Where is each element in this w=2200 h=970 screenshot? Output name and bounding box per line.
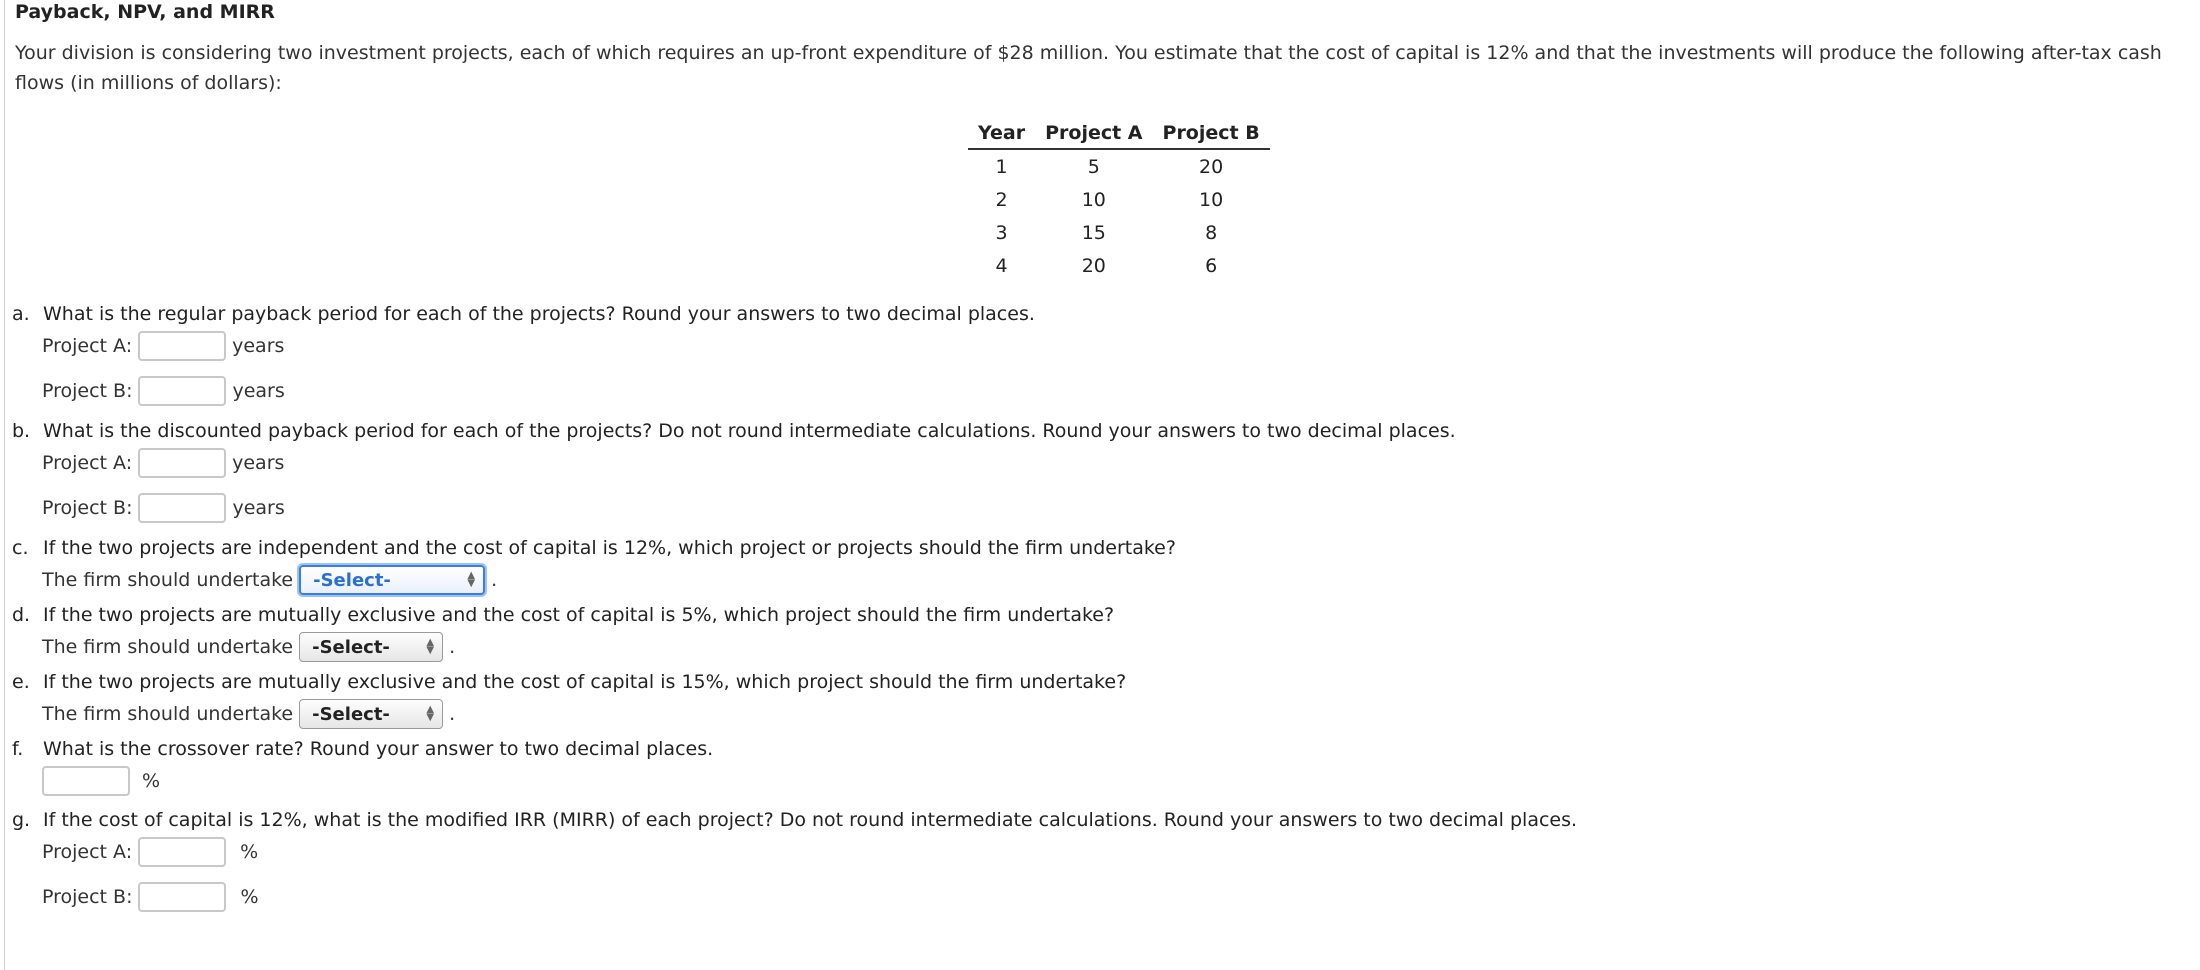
answer-row-c: [42, 563, 497, 597]
cell-year: 4: [995, 254, 1008, 277]
answer-row-b-project-b: [42, 491, 285, 525]
question-letter: g.: [12, 809, 31, 831]
header-project-a: Project A: [1035, 116, 1152, 149]
question-a: [12, 303, 1035, 325]
discounted-payback-project-b-input[interactable]: [138, 493, 226, 523]
question-letter: b.: [12, 420, 31, 442]
answer-row-b-project-a: [42, 446, 284, 480]
select-arrows-icon: ▲ ▼: [426, 704, 435, 723]
project-b-label: Project B:: [42, 886, 133, 908]
payback-project-b-input[interactable]: [138, 376, 226, 406]
project-a-label: Project A:: [42, 841, 133, 863]
question-f: [12, 738, 713, 760]
left-border: [4, 0, 5, 970]
cell-year: 2: [995, 188, 1008, 211]
question-text: If the two projects are mutually exclusive and the cost of capital is 5%, which project should the firm undertake?: [43, 604, 1115, 626]
answer-row-e: [42, 697, 455, 731]
discounted-payback-project-a-input[interactable]: [138, 448, 226, 478]
select-value: -Select-: [312, 636, 390, 658]
unit-label: years: [232, 335, 285, 357]
question-e: [12, 671, 1126, 693]
unit-label: %: [240, 841, 259, 863]
cell-year: 1: [995, 155, 1008, 178]
project-a-label: Project A:: [42, 452, 133, 474]
answer-row-g-project-a: [42, 835, 258, 869]
cell-project-b: 10: [1199, 188, 1224, 211]
cell-project-a: 20: [1081, 254, 1106, 277]
header-project-b: Project B: [1153, 116, 1270, 149]
undertake-prompt: The firm should undertake: [42, 569, 294, 591]
table-row: [968, 149, 1270, 183]
question-letter: a.: [12, 303, 30, 325]
project-a-label: Project A:: [42, 335, 133, 357]
cell-project-a: 15: [1081, 221, 1106, 244]
select-arrows-icon: ▲ ▼: [467, 570, 476, 589]
undertake-prompt: The firm should undertake: [42, 636, 294, 658]
select-value: -Select-: [313, 569, 391, 591]
answer-row-a-project-a: [42, 329, 284, 363]
undertake-prompt: The firm should undertake: [42, 703, 294, 725]
header-year: Year: [968, 116, 1035, 149]
question-letter: e.: [12, 671, 30, 693]
answer-row-g-project-b: [42, 880, 259, 914]
answer-row-d: [42, 630, 455, 664]
project-b-label: Project B:: [42, 380, 133, 402]
table-row: [968, 249, 1270, 282]
cell-project-a: 10: [1081, 188, 1106, 211]
question-text: If the two projects are mutually exclusive and the cost of capital is 15%, which project should the firm undertake?: [43, 671, 1127, 693]
cell-project-b: 6: [1205, 254, 1218, 277]
question-letter: f.: [12, 738, 24, 760]
page-title: Payback, NPV, and MIRR: [15, 1, 275, 23]
question-d: [12, 604, 1114, 626]
payback-project-a-input[interactable]: [138, 331, 226, 361]
select-value: -Select-: [312, 703, 390, 725]
cash-flow-table: [968, 116, 1270, 282]
exclusive-5-percent-select[interactable]: [299, 632, 443, 662]
independent-project-select[interactable]: [299, 565, 485, 595]
question-letter: d.: [12, 604, 31, 626]
unit-label: years: [232, 452, 285, 474]
cell-year: 3: [995, 221, 1008, 244]
project-b-label: Project B:: [42, 497, 133, 519]
table-row: [968, 216, 1270, 249]
question-c: [12, 537, 1176, 559]
cell-project-b: 20: [1199, 155, 1224, 178]
question-b: [12, 420, 1456, 442]
period-mark: .: [449, 703, 456, 725]
exclusive-15-percent-select[interactable]: [299, 699, 443, 729]
cell-project-a: 5: [1087, 155, 1100, 178]
period-mark: .: [491, 569, 498, 591]
crossover-rate-input[interactable]: [42, 766, 130, 796]
select-arrows-icon: ▲ ▼: [426, 637, 435, 656]
question-text: What is the regular payback period for each of the projects? Round your answers to two decimal places.: [43, 303, 1035, 325]
answer-row-a-project-b: [42, 374, 285, 408]
unit-label: years: [232, 497, 285, 519]
unit-label: years: [232, 380, 285, 402]
answer-row-f: [42, 764, 160, 798]
unit-label: %: [240, 886, 259, 908]
table-row: [968, 183, 1270, 216]
problem-intro: Your division is considering two investment projects, each of which requires an up-front expenditure of $28 million. You estimate that the cost of capital is 12% and that the investments will produce the following after-tax cash flows (in millions of dollars):: [15, 42, 2162, 94]
unit-label: %: [142, 770, 161, 792]
mirr-project-b-input[interactable]: [138, 882, 226, 912]
cell-project-b: 8: [1205, 221, 1218, 244]
question-text: What is the crossover rate? Round your answer to two decimal places.: [43, 738, 714, 760]
mirr-project-a-input[interactable]: [138, 837, 226, 867]
question-text: What is the discounted payback period for each of the projects? Do not round intermediate calculations. Round your answers to two decimal places.: [43, 420, 1456, 442]
table-header-row: [968, 116, 1270, 149]
question-text: If the cost of capital is 12%, what is the modified IRR (MIRR) of each project? Do not round intermediate calculations. Round your answers to two decimal places.: [43, 809, 1578, 831]
question-g: [12, 809, 1577, 831]
period-mark: .: [449, 636, 456, 658]
question-text: If the two projects are independent and the cost of capital is 12%, which project or projects should the firm undertake?: [43, 537, 1176, 559]
question-letter: c.: [12, 537, 29, 559]
